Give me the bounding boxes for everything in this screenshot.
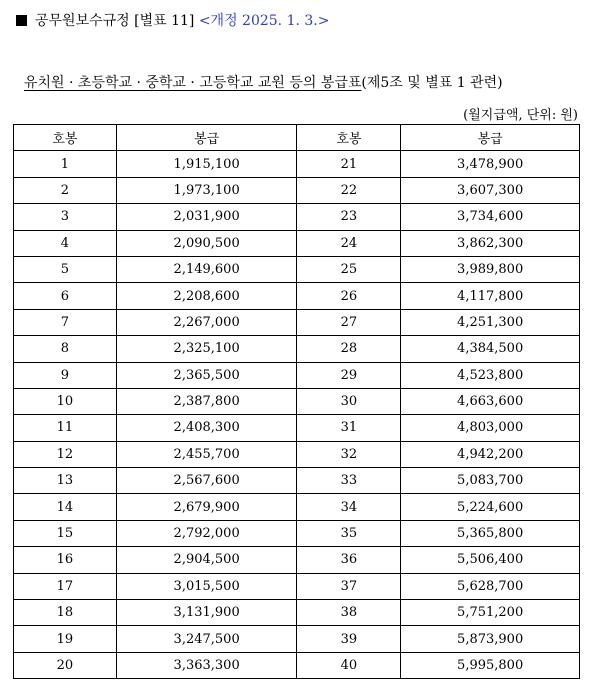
- grade-cell: 1: [14, 151, 117, 177]
- grade-cell: 37: [297, 573, 401, 599]
- salary-cell: 1,973,100: [116, 177, 297, 203]
- salary-cell: 2,387,800: [116, 388, 297, 414]
- salary-cell: 2,792,000: [116, 520, 297, 546]
- salary-cell: 4,117,800: [401, 283, 580, 309]
- table-row: [14, 256, 580, 282]
- salary-cell: 2,455,700: [116, 441, 297, 467]
- salary-cell: 5,365,800: [401, 520, 580, 546]
- salary-cell: 4,663,600: [401, 388, 580, 414]
- table-title: [24, 72, 503, 92]
- document-header: [16, 10, 329, 30]
- table-row: [14, 336, 580, 362]
- salary-cell: 2,325,100: [116, 336, 297, 362]
- table-row: [14, 652, 580, 678]
- salary-cell: 5,873,900: [401, 626, 580, 652]
- header-grade: 호봉: [297, 125, 401, 151]
- grade-cell: 12: [14, 441, 117, 467]
- grade-cell: 23: [297, 204, 401, 230]
- salary-cell: 3,131,900: [116, 600, 297, 626]
- grade-cell: 14: [14, 494, 117, 520]
- table-title-suffix: (제5조 및 별표 1 관련): [361, 75, 503, 91]
- table-row: [14, 494, 580, 520]
- salary-cell: 2,567,600: [116, 468, 297, 494]
- table-row: [14, 468, 580, 494]
- table-header-row: [14, 125, 580, 151]
- amendment-date: <개정 2025. 1. 3.>: [198, 13, 330, 29]
- grade-cell: 35: [297, 520, 401, 546]
- grade-cell: 20: [14, 652, 117, 678]
- table-row: [14, 230, 580, 256]
- grade-cell: 5: [14, 256, 117, 282]
- table-row: [14, 415, 580, 441]
- salary-cell: 2,267,000: [116, 309, 297, 335]
- grade-cell: 19: [14, 626, 117, 652]
- table-row: [14, 362, 580, 388]
- grade-cell: 7: [14, 309, 117, 335]
- grade-cell: 27: [297, 309, 401, 335]
- grade-cell: 2: [14, 177, 117, 203]
- salary-cell: 3,247,500: [116, 626, 297, 652]
- salary-cell: 3,989,800: [401, 256, 580, 282]
- grade-cell: 28: [297, 336, 401, 362]
- grade-cell: 18: [14, 600, 117, 626]
- grade-cell: 33: [297, 468, 401, 494]
- grade-cell: 26: [297, 283, 401, 309]
- table-row: [14, 520, 580, 546]
- grade-cell: 34: [297, 494, 401, 520]
- grade-cell: 36: [297, 547, 401, 573]
- grade-cell: 39: [297, 626, 401, 652]
- salary-cell: 5,751,200: [401, 600, 580, 626]
- grade-cell: 29: [297, 362, 401, 388]
- grade-cell: 9: [14, 362, 117, 388]
- salary-cell: 5,506,400: [401, 547, 580, 573]
- header-salary: 봉급: [401, 125, 580, 151]
- grade-cell: 8: [14, 336, 117, 362]
- grade-cell: 3: [14, 204, 117, 230]
- header-grade: 호봉: [14, 125, 117, 151]
- grade-cell: 4: [14, 230, 117, 256]
- table-row: [14, 151, 580, 177]
- grade-cell: 24: [297, 230, 401, 256]
- grade-cell: 11: [14, 415, 117, 441]
- grade-cell: 15: [14, 520, 117, 546]
- square-bullet-icon: [16, 15, 27, 26]
- grade-cell: 16: [14, 547, 117, 573]
- regulation-title: 공무원보수규정 [별표 11]: [35, 13, 195, 29]
- salary-cell: 2,408,300: [116, 415, 297, 441]
- table-row: [14, 573, 580, 599]
- salary-cell: 4,803,000: [401, 415, 580, 441]
- grade-cell: 38: [297, 600, 401, 626]
- grade-cell: 17: [14, 573, 117, 599]
- salary-cell: 2,031,900: [116, 204, 297, 230]
- salary-cell: 5,224,600: [401, 494, 580, 520]
- salary-cell: 2,149,600: [116, 256, 297, 282]
- salary-cell: 5,628,700: [401, 573, 580, 599]
- grade-cell: 30: [297, 388, 401, 414]
- table-row: [14, 626, 580, 652]
- salary-table: [13, 124, 580, 679]
- table-row: [14, 177, 580, 203]
- salary-cell: 3,607,300: [401, 177, 580, 203]
- grade-cell: 21: [297, 151, 401, 177]
- grade-cell: 22: [297, 177, 401, 203]
- table-row: [14, 204, 580, 230]
- table-row: [14, 600, 580, 626]
- grade-cell: 10: [14, 388, 117, 414]
- salary-cell: 5,083,700: [401, 468, 580, 494]
- grade-cell: 32: [297, 441, 401, 467]
- salary-cell: 2,679,900: [116, 494, 297, 520]
- salary-cell: 3,015,500: [116, 573, 297, 599]
- salary-cell: 2,365,500: [116, 362, 297, 388]
- grade-cell: 31: [297, 415, 401, 441]
- table-row: [14, 547, 580, 573]
- salary-cell: 2,208,600: [116, 283, 297, 309]
- salary-cell: 3,478,900: [401, 151, 580, 177]
- grade-cell: 6: [14, 283, 117, 309]
- header-salary: 봉급: [116, 125, 297, 151]
- salary-cell: 4,384,500: [401, 336, 580, 362]
- salary-cell: 4,942,200: [401, 441, 580, 467]
- salary-cell: 2,904,500: [116, 547, 297, 573]
- salary-cell: 1,915,100: [116, 151, 297, 177]
- table-row: [14, 388, 580, 414]
- grade-cell: 13: [14, 468, 117, 494]
- table-row: [14, 309, 580, 335]
- table-body: [14, 151, 580, 679]
- unit-note: (월지급액, 단위: 원): [463, 108, 578, 123]
- table-row: [14, 283, 580, 309]
- salary-cell: 2,090,500: [116, 230, 297, 256]
- salary-cell: 3,363,300: [116, 652, 297, 678]
- salary-cell: 3,734,600: [401, 204, 580, 230]
- salary-cell: 4,251,300: [401, 309, 580, 335]
- salary-cell: 4,523,800: [401, 362, 580, 388]
- grade-cell: 25: [297, 256, 401, 282]
- table-row: [14, 441, 580, 467]
- table-title-main: 유치원 · 초등학교 · 중학교 · 고등학교 교원 등의 봉급표: [24, 75, 362, 91]
- grade-cell: 40: [297, 652, 401, 678]
- salary-cell: 5,995,800: [401, 652, 580, 678]
- salary-cell: 3,862,300: [401, 230, 580, 256]
